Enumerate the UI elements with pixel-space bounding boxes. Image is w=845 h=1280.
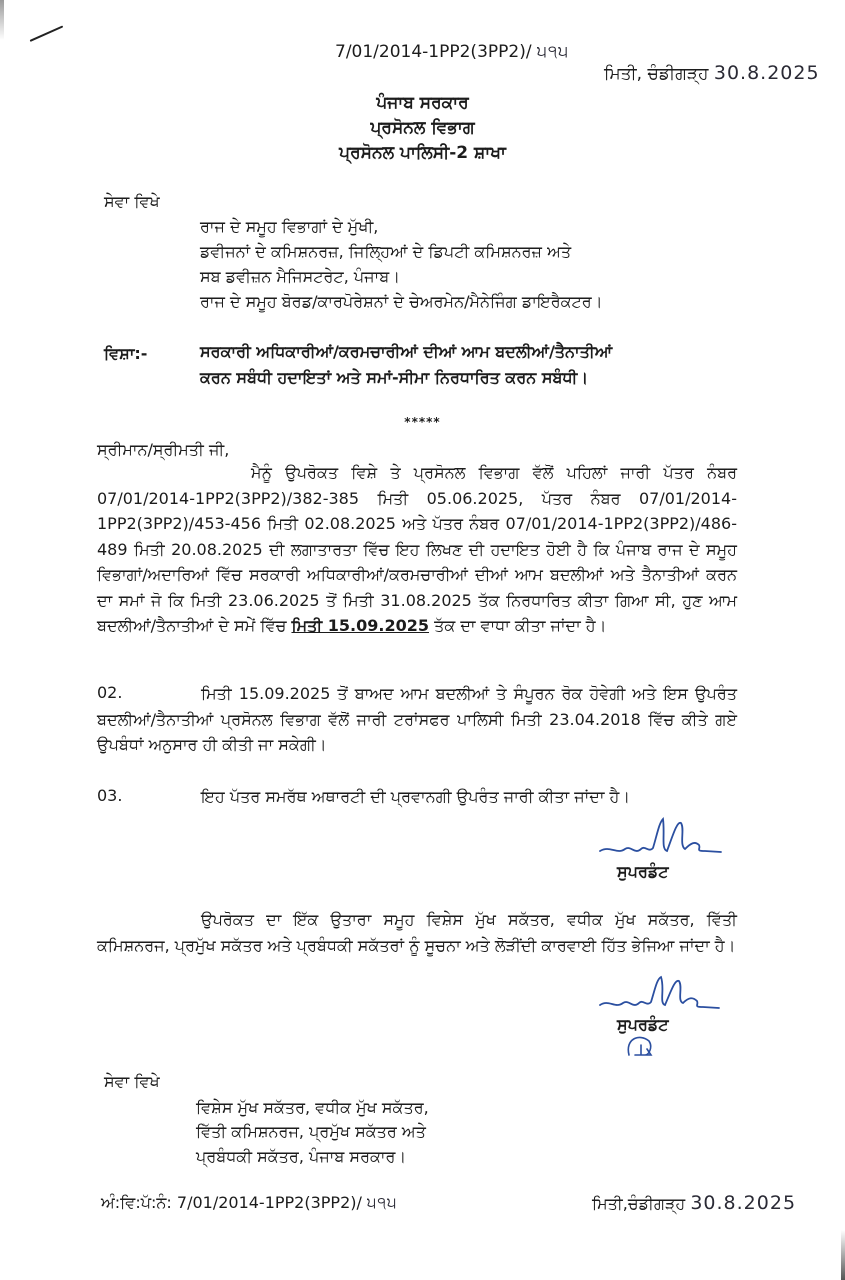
addressee-line: ਰਾਜ ਦੇ ਸਮੂਹ ਬੋਰਡ/ਕਾਰਪੋਰੇਸ਼ਨਾਂ ਦੇ ਚੇਅਰਮੇਨ/ਮੈਨੇਜਿੰਗ ਡਾਇਰੈਕਟਰ। [200, 292, 603, 311]
subject-line: ਕਰਨ ਸਬੰਧੀ ਹਦਾਇਤਾਂ ਅਤੇ ਸਮਾਂ-ਸੀਮਾ ਨਿਰਧਾਰਿਤ ਕਰਨ ਸਬੰਧੀ। [200, 368, 589, 387]
heading-department: ਪ੍ਰਸੋਨਲ ਵਿਭਾਗ [370, 118, 475, 138]
paragraph-1-text: ਮੈਨੂੰ ਉਪਰੋਕਤ ਵਿਸ਼ੇ ਤੇ ਪ੍ਰਸੋਨਲ ਵਿਭਾਗ ਵੱਲੋਂ ਪਹਿਲਾਂ ਜਾਰੀ ਪੱਤਰ ਨੰਬਰ 07/01/2014-1PP2(3PP2)/382-385 ਮਿਤੀ 05.06.2025, ਪੱਤਰ ਨੰਬਰ 07/01/2014-1PP2(3PP2)/453-456 ਮਿਤੀ 02.08.2025 ਅਤੇ ਪੱਤਰ ਨੰਬਰ 07/01/2014-1PP2(3PP2)/486-489 ਮਿਤੀ 20.08.2025 ਦੀ ਲਗਾਤਾਰਤਾ ਵਿੱਚ ਇਹ ਲਿਖਣ ਦੀ ਹਦਾਇਤ ਹੋਈ ਹੈ ਕਿ ਪੰਜਾਬ ਰਾਜ ਦੇ ਸਮੂਹ ਵਿਭਾਗਾਂ/ਅਦਾਰਿਆਂ ਵਿੱਚ ਸਰਕਾਰੀ ਅਧਿਕਾਰੀਆਂ/ਕਰਮਚਾਰੀਆਂ ਦੀਆਂ ਆਮ ਬਦਲੀਆਂ ਅਤੇ ਤੈਨਾਤੀਆਂ ਕਰਨ ਦਾ ਸਮਾਂ ਜੋ ਕਿ ਮਿਤੀ 23.06.2025 ਤੋਂ ਮਿਤੀ 31.08.2025 ਤੱਕ ਨਿਰਧਾਰਿਤ ਕੀਤਾ ਗਿਆ ਸੀ, ਹੁਣ ਆਮ ਬਦਲੀਆਂ/ਤੈਨਾਤੀਆਂ ਦੇ ਸਮੇਂ ਵਿੱਚ [97, 463, 737, 635]
heading-government: ਪੰਜਾਬ ਸਰਕਾਰ [376, 93, 469, 113]
addressee-line: ਰਾਜ ਦੇ ਸਮੂਹ ਵਿਭਾਗਾਂ ਦੇ ਮੁੱਖੀ, [200, 217, 379, 236]
signatory-title: ਸੁਪਰਡੰਟ [617, 862, 669, 881]
letter-date [604, 62, 820, 84]
paragraph-2-number: 02. [97, 683, 123, 702]
subject-label: ਵਿਸ਼ਾ:- [104, 344, 148, 363]
endorsement-number [101, 1193, 398, 1213]
addressee-line: ਵਿੱਤੀ ਕਮਿਸ਼ਨਰਜ, ਪ੍ਰਮੁੱਖ ਸਕੱਤਰ ਅਤੇ [196, 1122, 426, 1141]
date-handwritten: 30.8.2025 [713, 62, 820, 84]
scan-edge-right [841, 1230, 845, 1280]
paragraph-3-number: 03. [97, 786, 123, 805]
extended-deadline: ਮਿਤੀ 15.09.2025 [291, 616, 429, 635]
endorsement-number-printed: ਅੰ:ਵਿ:ਪੱ:ਨੰ: 7/01/2014-1PP2(3PP2)/ [101, 1193, 362, 1212]
subject-line: ਸਰਕਾਰੀ ਅਧਿਕਾਰੀਆਂ/ਕਰਮਚਾਰੀਆਂ ਦੀਆਂ ਆਮ ਬਦਲੀਆਂ/ਤੈਨਾਤੀਆਂ [200, 342, 613, 361]
paragraph-3: ਇਹ ਪੱਤਰ ਸਮਰੱਥ ਅਥਾਰਟੀ ਦੀ ਪ੍ਰਵਾਨਗੀ ਉਪਰੰਤ ਜਾਰੀ ਕੀਤਾ ਜਾਂਦਾ ਹੈ। [201, 787, 631, 806]
paragraph-2-text: ਮਿਤੀ 15.09.2025 ਤੋਂ ਬਾਅਦ ਆਮ ਬਦਲੀਆਂ ਤੇ ਸੰਪੂਰਨ ਰੋਕ ਹੋਵੇਗੀ ਅਤੇ ਇਸ ਉਪਰੰਤ ਬਦਲੀਆਂ/ਤੈਨਾਤੀਆਂ ਪ੍ਰਸੋਨਲ ਵਿਭਾਗ ਵੱਲੋਂ ਜਾਰੀ ਟਰਾਂਸਫਰ ਪਾਲਿਸੀ ਮਿਤੀ 23.04.2018 ਵਿੱਚ ਕੀਤੇ ਗਏ ਉਪਬੰਧਾਂ ਅਨੁਸਾਰ ਹੀ ਕੀਤੀ ਜਾ ਸਕੇਗੀ। [97, 684, 737, 754]
endorsement-text: ਉਪਰੋਕਤ ਦਾ ਇੱਕ ਉਤਾਰਾ ਸਮੂਹ ਵਿਸ਼ੇਸ ਮੁੱਖ ਸਕੱਤਰ, ਵਧੀਕ ਮੁੱਖ ਸਕੱਤਰ, ਵਿੱਤੀ ਕਮਿਸ਼ਨਰਜ, ਪ੍ਰਮੁੱਖ ਸਕੱਤਰ ਅਤੇ ਪ੍ਰਬੰਧਕੀ ਸਕੱਤਰਾਂ ਨੂੰ ਸੂਚਨਾ ਅਤੇ ਲੋੜੀਂਦੀ ਕਾਰਵਾਈ ਹਿੱਤ ਭੇਜਿਆ ਜਾਂਦਾ ਹੈ। [97, 910, 737, 955]
addressee-line: ਪ੍ਰਬੰਧਕੀ ਸਕੱਤਰ, ਪੰਜਾਬ ਸਰਕਾਰ। [196, 1147, 407, 1166]
date-label: ਮਿਤੀ, ਚੰਡੀਗੜ੍ਹ [604, 64, 709, 84]
pen-mark [30, 25, 64, 41]
date-label-2: ਮਿਤੀ,ਚੰਡੀਗੜ੍ਹ [592, 1194, 686, 1213]
to-label-2: ਸੇਵਾ ਵਿਖੇ [104, 1072, 160, 1091]
paragraph-1 [97, 460, 737, 639]
paragraph-1-end: ਤੱਕ ਦਾ ਵਾਧਾ ਕੀਤਾ ਜਾਂਦਾ ਹੈ। [434, 616, 607, 635]
endorsement-date [592, 1192, 796, 1214]
signatory-title-2: ਸੁਪਰਡੰਟ [617, 1015, 669, 1034]
endorsement-number-handwritten: ੫੧੫ [367, 1193, 398, 1212]
reference-number [335, 42, 569, 62]
date-handwritten-2: 30.8.2025 [690, 1192, 797, 1214]
addressee-line: ਡਵੀਜਨਾਂ ਦੇ ਕਮਿਸ਼ਨਰਜ਼, ਜਿਲ੍ਹਿਆਂ ਦੇ ਡਿਪਟੀ ਕਮਿਸ਼ਨਰਜ਼ ਅਤੇ [200, 242, 572, 261]
salutation: ਸ੍ਰੀਮਾਨ/ਸ੍ਰੀਮਤੀ ਜੀ, [97, 440, 230, 459]
heading-branch: ਪ੍ਰਸੋਨਲ ਪਾਲਿਸੀ-2 ਸ਼ਾਖਾ [339, 143, 506, 163]
reference-number-handwritten: ੫੧੫ [536, 42, 570, 62]
signature-1 [595, 815, 725, 865]
reference-number-printed: 7/01/2014-1PP2(3PP2)/ [335, 42, 532, 62]
paragraph-2 [97, 681, 737, 758]
separator: ***** [404, 415, 441, 429]
addressee-line: ਸਬ ਡਵੀਜ਼ਨ ਮੈਜਿਸਟਰੇਟ, ਪੰਜਾਬ। [200, 267, 400, 286]
scan-edge-left [0, 0, 4, 40]
addressee-line: ਵਿਸ਼ੇਸ ਮੁੱਖ ਸਕੱਤਰ, ਵਧੀਕ ਮੁੱਖ ਸਕੱਤਰ, [196, 1098, 429, 1117]
endorsement-paragraph [97, 907, 737, 958]
to-label: ਸੇਵਾ ਵਿਖੇ [104, 192, 160, 211]
